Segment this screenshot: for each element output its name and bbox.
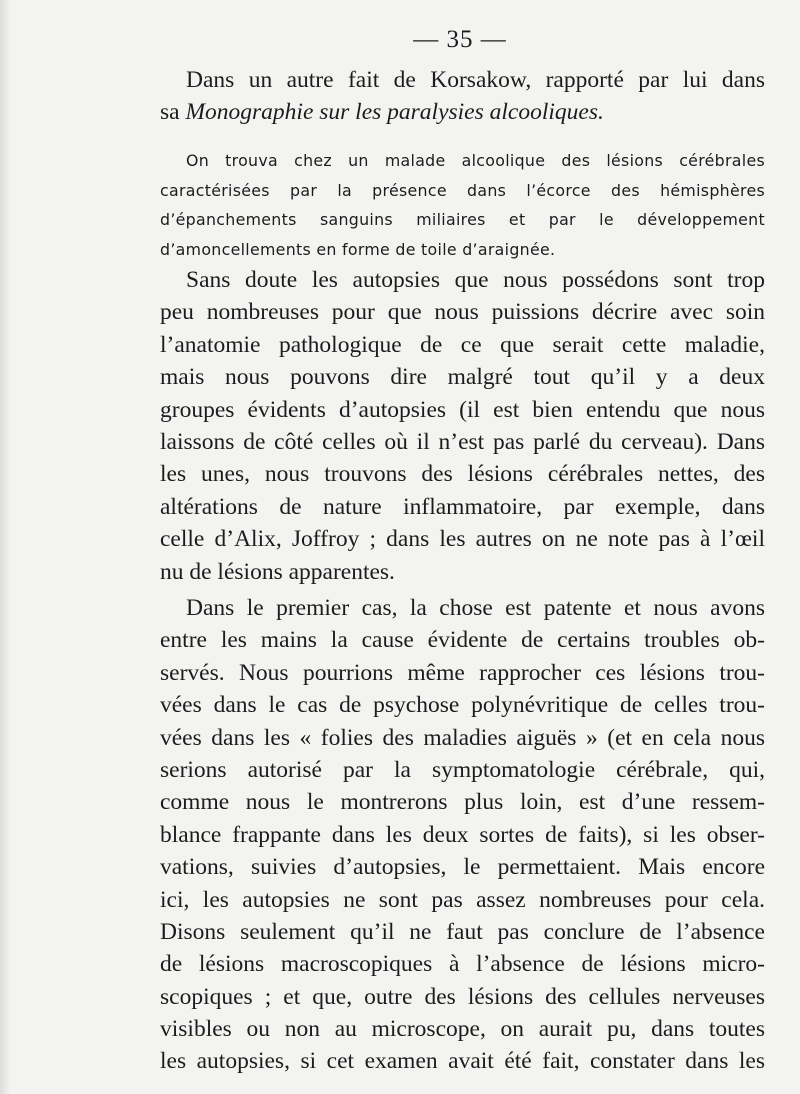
- paragraph-1-line: l’anatomie pathologique de ce que serait cette maladie,: [160, 331, 765, 358]
- quote-line: d’amoncellements en forme de toile d’araignée.: [160, 239, 556, 259]
- paragraph-2-line: servés. Nous pourrions même rapprocher ces lésions trou-: [160, 659, 765, 686]
- paragraph-2-line: vées dans les « folies des maladies aiguës » (et en cela nous: [160, 724, 765, 751]
- paragraph-2-line: Dans le premier cas, la chose est patente et nous avons: [186, 595, 765, 621]
- page-gutter-shadow: [0, 0, 10, 1094]
- paragraph-1-line: Sans doute les autopsies que nous possédons sont trop: [186, 267, 765, 293]
- paragraph-2-line: comme nous le montrerons plus loin, est d’une ressem-: [160, 789, 765, 816]
- page-number: — 35 —: [413, 26, 507, 53]
- quote-line: d’épanchements sanguins miliaires et par le développement: [160, 210, 765, 229]
- monograph-title: Monographie sur les paralysies alcooliques.: [185, 99, 604, 126]
- paragraph-1-line: les unes, nous trouvons des lésions cérébrales nettes, des: [160, 461, 765, 488]
- intro-paragraph: [160, 64, 765, 129]
- paragraph-2-line: les autopsies, si cet examen avait été fait, constater dans les: [160, 1048, 765, 1075]
- paragraph-2-line: scopiques ; et que, outre des lésions des cellules nerveuses: [160, 983, 765, 1010]
- paragraph-2-line: vées dans le cas de psychose polynévritique de celles trou-: [160, 692, 765, 719]
- intro-line-2-prefix: sa: [160, 99, 186, 126]
- intro-line-2: [160, 96, 765, 128]
- paragraph-1-line: groupes évidents d’autopsies (il est bien entendu que nous: [160, 396, 765, 423]
- paragraph-2: [160, 592, 765, 1078]
- paragraph-1-line: altérations de nature inflammatoire, par exemple, dans: [160, 493, 765, 520]
- paragraph-2-line: visibles ou non au microscope, on aurait pu, dans toutes: [160, 1016, 765, 1043]
- paragraph-2-line: serions autorisé par la symptomatologie cérébrale, qui,: [160, 756, 765, 783]
- paragraph-1-line: celle d’Alix, Joffroy ; dans les autres on ne note pas à l’œil: [160, 526, 765, 553]
- quote-line: On trouva chez un malade alcoolique des lésions cérébrales: [186, 151, 765, 170]
- paragraph-2-line: Disons seulement qu’il ne faut pas conclure de l’absence: [160, 918, 765, 945]
- paragraph-1-line: nu de lésions apparentes.: [160, 558, 395, 585]
- paragraph-2-line: blance frappante dans les deux sortes de faits), si les obser-: [160, 821, 765, 848]
- quoted-observation: [160, 146, 765, 264]
- paragraph-2-line: de lésions macroscopiques à l’absence de lésions micro-: [160, 951, 765, 978]
- paragraph-1-line: peu nombreuses pour que nous puissions décrire avec soin: [160, 299, 765, 326]
- paragraph-2-line: vations, suivies d’autopsies, le permettaient. Mais encore: [160, 854, 765, 881]
- paragraph-1: [160, 264, 765, 588]
- quote-line: caractérisées par la présence dans l’écorce des hémisphères: [160, 180, 765, 200]
- paragraph-2-line: ici, les autopsies ne sont pas assez nombreuses pour cela.: [160, 886, 765, 913]
- paragraph-1-line: mais nous pouvons dire malgré tout qu’il y a deux: [160, 364, 765, 391]
- paragraph-2-line: entre les mains la cause évidente de certains troubles ob-: [160, 627, 765, 654]
- paragraph-1-line: laissons de côté celles où il n’est pas parlé du cerveau). Dans: [160, 428, 765, 455]
- intro-line-1: Dans un autre fait de Korsakow, rapporté par lui dans: [186, 67, 765, 93]
